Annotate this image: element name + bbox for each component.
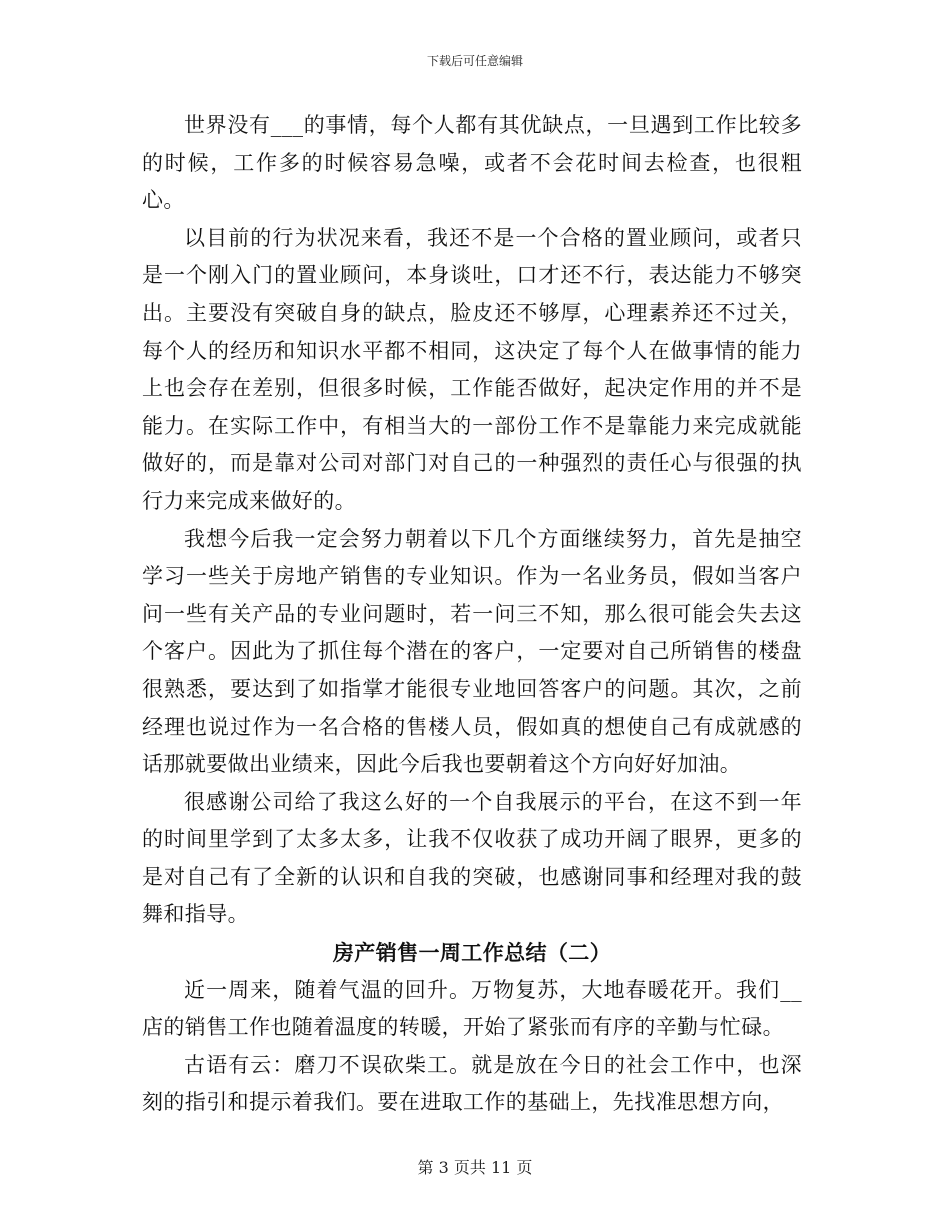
page-number: 第 3 页共 11 页	[417, 1158, 533, 1177]
section-paragraph-2: 古语有云：磨刀不误砍柴工。就是放在今日的社会工作中，也深刻的指引和提示着我们。要在进取工作的基础上，先找准思想方向，	[142, 1052, 802, 1115]
body-paragraph-1: 世界没有___的事情，每个人都有其优缺点，一旦遇到工作比较多的时候，工作多的时候容易急噪，或者不会花时间去检查，也很粗心。	[142, 113, 802, 213]
page-header: 下载后可任意编辑	[426, 54, 523, 68]
body-paragraph-3: 我想今后我一定会努力朝着以下几个方面继续努力，首先是抽空学习一些关于房地产销售的专业知识。作为一名业务员，假如当客户问一些有关产品的专业问题时，若一问三不知，那么很可能会失去这个客户。因此为了抓住每个潜在的客户，一定要对自己所销售的楼盘很熟悉，要达到了如指掌才能很专业地回答客户的问题。其次，之前经理也说过作为一名合格的售楼人员，假如真的想使自己有成就感的话那就要做出业绩来，因此今后我也要朝着这个方向好好加油。	[142, 526, 802, 777]
body-paragraph-2: 以目前的行为状况来看，我还不是一个合格的置业顾问，或者只是一个刚入门的置业顾问，本身谈吐，口才还不行，表达能力不够突出。主要没有突破自身的缺点，脸皮还不够厚，心理素养还不过关，每个人的经历和知识水平都不相同，这决定了每个人在做事情的能力上也会存在差别，但很多时候，工作能否做好，起决定作用的并不是能力。在实际工作中，有相当大的一部份工作不是靠能力来完成就能做好的，而是靠对公司对部门对自己的一种强烈的责任心与很强的执行力来完成来做好的。	[142, 225, 802, 513]
document-body	[142, 107, 802, 1122]
section-paragraph-1: 近一周来，随着气温的回升。万物复苏，大地春暖花开。我们__店的销售工作也随着温度的转暖，开始了紧张而有序的辛勤与忙碌。	[142, 977, 802, 1040]
section-title: 房产销售一周工作总结（二）	[332, 940, 612, 966]
body-paragraph-4: 很感谢公司给了我这么好的一个自我展示的平台，在这不到一年的时间里学到了太多太多，让我不仅收获了成功开阔了眼界，更多的是对自己有了全新的认识和自我的突破，也感谢同事和经理对我的鼓舞和指导。	[142, 789, 802, 927]
